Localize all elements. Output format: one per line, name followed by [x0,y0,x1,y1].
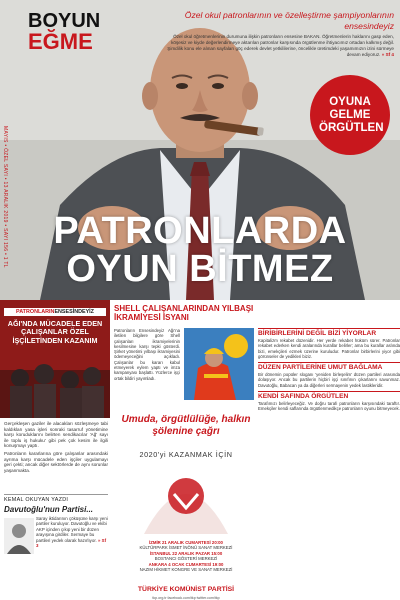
ad-events-list [114,540,258,572]
event-advertisement [114,410,258,600]
ad-subtitle: 2020'yi KAZANMAK İÇİN [139,450,233,459]
col1-title: AĞI'NDA MÜCADELE EDEN ÇALIŞANLAR ÖZEL İŞÇİLETİNDEN KAZANIM [7,319,103,345]
badge-text: OYUNA GELME ÖRGÜTLEN [319,95,384,134]
logo-mark [26,8,126,52]
col1-article [4,421,108,475]
section-title: BİRİBİRLERİNİ DEĞİL BİZİ YİYORLAR [258,328,400,338]
protest-photo-illustration [0,300,110,418]
col1-paragraph: Gerçekleşen gaziler ile alacakları sözleşmeye tabi kaldıkları yasa işleri sonraki tasarruf yönetimine karşı koruduklarını belirten sendikacılar 'Ağ' sayı ile toplu iş hukuku' gibi pek çok kesim ile ilgili konuşmayı yaptı. [4,421,108,449]
logo-line1: BOYUN [28,10,101,32]
ad-illustration [134,464,238,536]
column-left [0,300,110,600]
event-venue: KÜLTÜRPARK İSMET İNÖNÜ SANAT MERKEZİ [139,545,233,551]
event-city-date: İSTANBUL 22 ARALIK PAZAR 15:00 [149,550,223,556]
intro-block [160,10,394,58]
intro-body-text: Özel okul öğretmenlerinin durumuna ilişkin patronların ensesine BAKAN. Öğretmenlerin haklarını gasp eden, köşesiz ve kiyde değerlendirmeye aktarılan patronlar karşısında örgütlenme ihtiyacımız ortadan kalkmış değil. Şimdilik konu ele alınan sayfaları göç ederek devlet yetkililerine, öncelikle üretimdeki yaşamımızın izini sürmeye devam ediyoruz. [167,34,394,57]
headline-line2: OYUN BİTMEZ [66,248,334,290]
column-page-ref: » Sf 3 [36,537,107,549]
ad-title: Umuda, örgütlülüğe, halkın şölenine çağrı [121,414,251,437]
event-city-date: ANKARA 4 OCAK CUMARTESİ 19:00 [148,561,224,567]
section-body: Bir dönemin popüler sloganı 'yeniden birleşelim' düzen partileri arasında dolaşıyor. Ancak bu partilerin hiçbiri işçi sınıfının çıkarlarını savunmaz. Davutoğlu, Babacan ya da diğerleri sermayenin yedek lastikleridir. [258,372,400,388]
author-portrait [4,518,34,554]
logo-line2: EĞME [28,29,93,52]
intro-body [160,34,394,58]
party-name: TÜRKİYE KOMÜNİST PARTİSİ [137,586,235,593]
column-text: Saray iktidarının çöküşüne karşı yeni partiler kuruluyor. Davutoğlu ve ekibi AKP içinden çıkıp yeni bir düzen arayışına girdiler. Sermaye bu partileri yedek olarak hazırlıyor. [36,516,108,543]
event-city-date: İZMİR 21 ARALIK CUMARTESİ 20:00 [149,540,223,545]
shell-worker-illustration [184,328,254,400]
tag-red: PATRONLARIN [16,309,55,315]
event-venue: NAZIM HİKMET KONGRE VE SANAT MERKEZİ [139,567,233,573]
section-body: Kapitalizm rekabet düzenidir. Her yerde rekabet hüküm sürer. Patronlar rekabet ederken kendi aralarında kurallar belirler; ama bu kurallar aslında bizi, emekçileri ezmek üzerine kuruludur. Patronlar birbirlerini yiyor gibi görünseler de yedikleri biziz. [258,338,400,359]
section-title: DÜZEN PARTİLERİNE UMUT BAĞLAMA [258,362,400,372]
protest-photo [0,300,110,418]
col1-paragraph: Patronların kararlarına göre çalışanlar arasındaki ayrıma karşı mücadele eden işçiler uygulamayı geri çekti; ancak diğer sektörlerde de aynı sorunlar yaşanmakta. [4,450,108,473]
tag-dark: ENSESİNDEYİZ [54,309,94,315]
newspaper-logo [26,8,126,52]
call-to-action-badge [310,75,390,155]
event-venue: BOSTANCI GÖSTERİ MERKEZİ [154,556,218,562]
intro-page-ref: » Sf 4 [381,52,394,57]
main-headline [0,212,400,288]
col2-title: SHELL ÇALIŞANLARINDAN YILBAŞI İKRAMİYESİ İSYANI [114,304,254,323]
section-title: KENDİ SAFINDA ÖRGÜTLEN [258,391,400,401]
column-right [258,328,400,600]
col2-body: Patronların Ensesindeyiz Ağı'na iletilen bilgilere göre Shell çalışanları ikramiyelerinin kesilmesine karşı tepki gösterdi. Şirket yönetimi yılbaşı ikramiyesini ödemeyeceğini açıkladı. Çalışanlar bu kararı kabul etmeyerek eylem yaptı ve imza kampanyası başlattı. Yüzlerce işçi ortak bildiri yayımladı. [114,328,180,381]
intro-title: Özel okul patronlarının ve özelleştirme şampiyonlarının ensesindeyiz [184,10,394,31]
column-author-label: KEMAL OKUYAN YAZDI [4,494,108,503]
ad-footer-links: tkp.org.tr facebook.com/tkp twitter.com/tkp [152,596,220,600]
section-body: Tarafımızı belirleyeceğiz. Ve doğru tarafı patronların karşısındaki taraftır. Emekçiler kendi saflarında örgütlenmedikçe patronların oyunu bitmeyecek. [258,401,400,412]
worker-photo [184,328,254,400]
side-date-text: MAYIS • ÖZEL SAYI • 13 ARALIK 2019 • SAYI 156 • 1 TL [2,126,8,268]
opinion-column [4,494,108,549]
headline-line1: PATRONLARDA [53,210,347,252]
column-title: Davutoğlu'nun Partisi... [4,505,94,514]
section-tag [4,308,106,316]
column-body [36,516,108,548]
